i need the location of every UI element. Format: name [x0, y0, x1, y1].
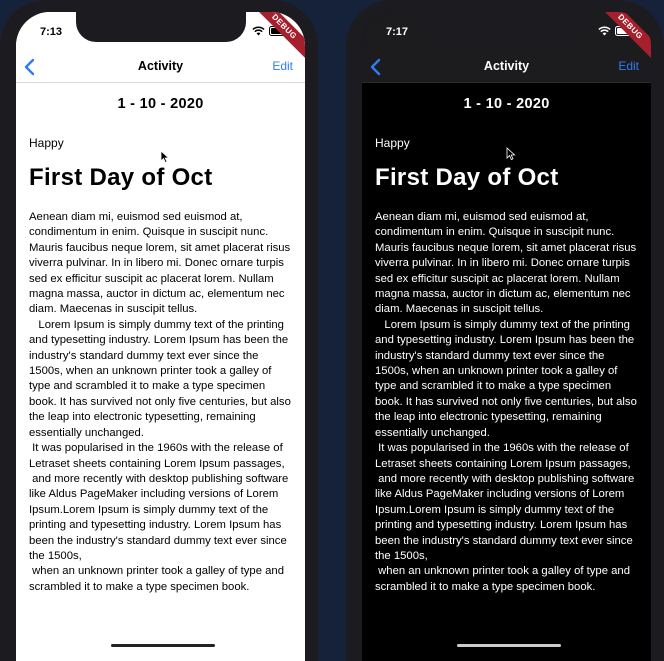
phone-dark-mode: [346, 0, 664, 661]
debug-banner: DEBUG: [593, 12, 651, 64]
wifi-icon: [598, 26, 611, 36]
status-time: 7:17: [386, 26, 409, 38]
entry-date: 1 - 10 - 2020: [463, 96, 550, 112]
mouse-cursor-icon: [160, 150, 170, 164]
screen-light: [16, 12, 305, 661]
entry-content: [16, 83, 305, 661]
wifi-icon: [252, 26, 265, 36]
notch: [422, 12, 592, 42]
nav-title: Activity: [137, 59, 184, 73]
status-time: 7:13: [40, 26, 63, 38]
home-indicator: [457, 644, 561, 647]
mouse-cursor-icon: [506, 147, 516, 161]
entry-content: [362, 83, 651, 661]
entry-body: Aenean diam mi, euismod sed euismod at, condimentum in enim. Quisque in suscipit nunc. Mauris faucibus neque lorem, sit amet placerat risus viverra pulvinar. In in libero mi. Donec ornare turpis sed ex efficitur suscipit ac placerat lorem. Nullam magna massa, auctor in dictum ac, elementum nec diam. Maecenas in suscipit tellus. Lorem Ipsum is simply dummy text of the printing and typesetting industry. Lorem Ipsum has been the industry's standard dummy text ever since the 1500s, when an unknown printer took a galley of type and scrambled it to make a type specimen book. It has survived not only five centuries, but also the leap into electronic typesetting, remaining essentially unchanged. It was popularised in the 1960s with the release of Letraset sheets containing Lorem Ipsum passages, and more recently with desktop publishing software like Aldus PageMaker including versions of Lorem Ipsum.Lorem Ipsum is simply dummy text of the printing and typesetting industry. Lorem Ipsum has been the industry's standard dummy text ever since the 1500s, when an unknown printer took a galley of type and scrambled it to make a type specimen book.: [29, 211, 291, 593]
phone-light-mode: [0, 0, 318, 661]
entry-title: First Day of Oct: [29, 164, 213, 191]
entry-subtitle: Happy: [375, 136, 410, 150]
entry-subtitle: Happy: [29, 136, 64, 150]
entry-body: Aenean diam mi, euismod sed euismod at, condimentum in enim. Quisque in suscipit nunc. Mauris faucibus neque lorem, sit amet placerat risus viverra pulvinar. In in libero mi. Donec ornare turpis sed ex efficitur suscipit ac placerat lorem. Nullam magna massa, auctor in dictum ac, elementum nec diam. Maecenas in suscipit tellus. Lorem Ipsum is simply dummy text of the printing and typesetting industry. Lorem Ipsum has been the industry's standard dummy text ever since the 1500s, when an unknown printer took a galley of type and scrambled it to make a type specimen book. It has survived not only five centuries, but also the leap into electronic typesetting, remaining essentially unchanged. It was popularised in the 1960s with the release of Letraset sheets containing Lorem Ipsum passages, and more recently with desktop publishing software like Aldus PageMaker including versions of Lorem Ipsum.Lorem Ipsum is simply dummy text of the printing and typesetting industry. Lorem Ipsum has been the industry's standard dummy text ever since the 1500s, when an unknown printer took a galley of type and scrambled it to make a type specimen book.: [375, 211, 637, 593]
home-indicator: [111, 644, 215, 647]
navigation-bar: [16, 52, 305, 83]
navigation-bar: [362, 52, 651, 83]
nav-title: Activity: [483, 59, 530, 73]
entry-title: First Day of Oct: [375, 164, 559, 191]
edit-button[interactable]: Edit: [618, 59, 639, 73]
entry-date: 1 - 10 - 2020: [117, 96, 204, 112]
debug-banner: DEBUG: [247, 12, 305, 64]
screen-dark: [362, 12, 651, 661]
notch: [76, 12, 246, 42]
edit-button[interactable]: Edit: [272, 59, 293, 73]
